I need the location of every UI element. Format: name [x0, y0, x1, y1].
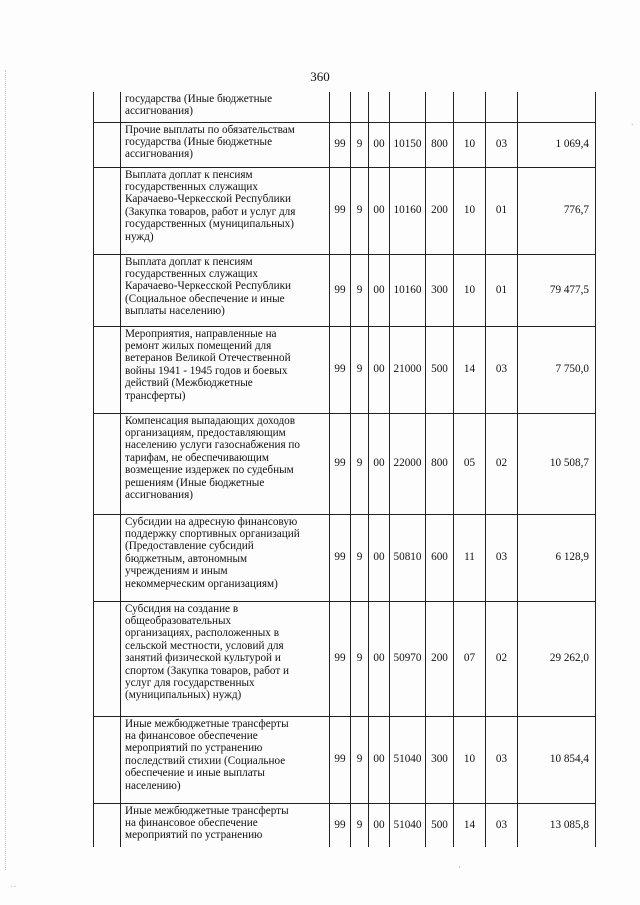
table-row: [94, 716, 596, 803]
table-row: [94, 601, 596, 716]
expense-name-cell: [121, 326, 330, 413]
subprogram-code-cell: 9: [351, 514, 369, 601]
expense-name-line: мероприятий по устранению: [125, 742, 263, 755]
expense-name-line: Субсидии на адресную финансовую: [125, 515, 298, 528]
target-code-cell: 10160: [390, 254, 426, 326]
expense-name-line: населению): [125, 779, 181, 792]
subsection-cell: 01: [486, 167, 518, 254]
expense-name-line: спортом (Закупка товаров, работ и: [125, 664, 290, 677]
target-code-cell: 50970: [390, 601, 426, 716]
row-number-cell: [94, 413, 121, 514]
expense-type-cell: [426, 92, 454, 122]
subsection-cell: 03: [486, 803, 518, 847]
expense-name-line: на финансовое обеспечение: [125, 816, 258, 829]
program-code-cell: 99: [330, 167, 351, 254]
expense-type-cell: 800: [426, 413, 454, 514]
subsection-cell: 02: [486, 601, 518, 716]
expense-name-line: Прочие выплаты по обязательствам: [125, 123, 295, 136]
expense-name-line: действий (Межбюджетные: [125, 377, 253, 390]
expense-name-cell: [121, 803, 330, 847]
subsection-cell: 03: [486, 122, 518, 167]
table-row: [94, 167, 596, 254]
direction-code-cell: 00: [369, 122, 390, 167]
table-row: [94, 92, 596, 122]
expense-name-line: ассигнования): [125, 105, 193, 118]
row-number-cell: [94, 167, 121, 254]
expense-name-line: занятий физической культурой и: [125, 652, 281, 665]
subsection-cell: 03: [486, 326, 518, 413]
expense-name-line: войны 1941 - 1945 годов и боевых: [125, 364, 288, 377]
expense-name-cell: [121, 514, 330, 601]
expense-name-line: Иные межбюджетные трансферты: [125, 804, 289, 817]
amount-cell: 1 069,4: [518, 122, 596, 167]
expense-name-line: Выплата доплат к пенсиям: [125, 168, 253, 181]
section-cell: 07: [454, 601, 486, 716]
target-code-cell: [390, 92, 426, 122]
expense-name-line: общеобразовательных: [125, 614, 232, 627]
expense-name-line: некоммерческим организациям): [125, 577, 278, 590]
target-code-cell: 10150: [390, 122, 426, 167]
expense-name-line: сельской местности, условий для: [125, 639, 284, 652]
expense-name-line: учреждениям и иным: [125, 565, 228, 578]
expense-name-line: мероприятий по устранению: [125, 829, 263, 842]
expense-name-line: последствий стихии (Социальное: [125, 754, 286, 767]
scan-margin-dots: [5, 70, 8, 870]
section-cell: 14: [454, 803, 486, 847]
table-row: [94, 413, 596, 514]
amount-cell: 7 750,0: [518, 326, 596, 413]
section-cell: [454, 92, 486, 122]
table-row: [94, 803, 596, 847]
table-body: [94, 92, 596, 847]
expense-name-line: государственных (муниципальных): [125, 218, 294, 231]
direction-code-cell: 00: [369, 167, 390, 254]
expense-name-cell: [121, 716, 330, 803]
table-row: [94, 514, 596, 601]
direction-code-cell: 00: [369, 326, 390, 413]
expense-name-line: Карачаево-Черкесской Республики: [125, 193, 292, 206]
subprogram-code-cell: 9: [351, 413, 369, 514]
program-code-cell: 99: [330, 803, 351, 847]
row-number-cell: [94, 254, 121, 326]
expense-name-line: (Предоставление субсидий: [125, 540, 254, 553]
subprogram-code-cell: 9: [351, 716, 369, 803]
program-code-cell: 99: [330, 716, 351, 803]
scan-speck: ·: [630, 120, 634, 131]
scan-speck: ·: [458, 862, 461, 872]
program-code-cell: 99: [330, 254, 351, 326]
target-code-cell: 50810: [390, 514, 426, 601]
program-code-cell: [330, 92, 351, 122]
expense-name-line: бюджетным, автономным: [125, 552, 248, 565]
subprogram-code-cell: 9: [351, 803, 369, 847]
expense-name-line: Компенсация выпадающих доходов: [125, 414, 296, 427]
expense-name-line: на финансовое обеспечение: [125, 729, 258, 742]
program-code-cell: 99: [330, 326, 351, 413]
expense-name-line: услуг для государственных: [125, 676, 255, 689]
program-code-cell: 99: [330, 413, 351, 514]
subsection-cell: 03: [486, 514, 518, 601]
expense-name-line: государства (Иные бюджетные: [125, 135, 273, 148]
expense-name-line: организациям, предоставляющим: [125, 426, 286, 439]
target-code-cell: 21000: [390, 326, 426, 413]
amount-cell: 79 477,5: [518, 254, 596, 326]
subprogram-code-cell: [351, 92, 369, 122]
expense-name-line: организациях, расположенных в: [125, 627, 279, 640]
direction-code-cell: 00: [369, 601, 390, 716]
row-number-cell: [94, 601, 121, 716]
row-number-cell: [94, 122, 121, 167]
expense-name-line: нужд): [125, 230, 154, 243]
program-code-cell: 99: [330, 514, 351, 601]
expense-name-line: ассигнования): [125, 488, 193, 501]
expense-name-line: решениям (Иные бюджетные: [125, 476, 265, 489]
section-cell: 05: [454, 413, 486, 514]
amount-cell: 776,7: [518, 167, 596, 254]
expense-name-line: ветеранов Великой Отечественной: [125, 352, 291, 365]
expense-type-cell: 300: [426, 254, 454, 326]
subsection-cell: 03: [486, 716, 518, 803]
row-number-cell: [94, 803, 121, 847]
expense-name-line: населению услуги газоснабжения по: [125, 439, 300, 452]
expense-name-line: (Социальное обеспечение и иные: [125, 292, 285, 305]
direction-code-cell: 00: [369, 803, 390, 847]
expense-name-cell: [121, 601, 330, 716]
page-number: 360: [310, 69, 330, 84]
subprogram-code-cell: 9: [351, 167, 369, 254]
expense-name-line: поддержку спортивных организаций: [125, 527, 300, 540]
direction-code-cell: 00: [369, 716, 390, 803]
expense-type-cell: 200: [426, 601, 454, 716]
scan-speck: ··: [10, 882, 17, 893]
budget-table: [93, 92, 596, 847]
expense-name-line: Субсидия на создание в: [125, 602, 239, 615]
expense-name-line: выплаты населению): [125, 305, 225, 318]
direction-code-cell: [369, 92, 390, 122]
amount-cell: 13 085,8: [518, 803, 596, 847]
section-cell: 10: [454, 716, 486, 803]
direction-code-cell: 00: [369, 254, 390, 326]
target-code-cell: 10160: [390, 167, 426, 254]
program-code-cell: 99: [330, 601, 351, 716]
section-cell: 11: [454, 514, 486, 601]
section-cell: 10: [454, 254, 486, 326]
target-code-cell: 51040: [390, 803, 426, 847]
subprogram-code-cell: 9: [351, 601, 369, 716]
target-code-cell: 51040: [390, 716, 426, 803]
amount-cell: 10 508,7: [518, 413, 596, 514]
expense-name-line: Мероприятия, направленные на: [125, 327, 277, 340]
amount-cell: 6 128,9: [518, 514, 596, 601]
expense-name-line: тарифам, не обеспечивающим: [125, 451, 269, 464]
expense-name-cell: [121, 92, 330, 122]
expense-name-line: (Закупка товаров, работ и услуг для: [125, 205, 296, 218]
subsection-cell: [486, 92, 518, 122]
amount-cell: 29 262,0: [518, 601, 596, 716]
table-row: [94, 122, 596, 167]
expense-name-line: Выплата доплат к пенсиям: [125, 255, 253, 268]
program-code-cell: 99: [330, 122, 351, 167]
row-number-cell: [94, 514, 121, 601]
table-row: [94, 254, 596, 326]
expense-name-line: Иные межбюджетные трансферты: [125, 717, 289, 730]
section-cell: 10: [454, 167, 486, 254]
expense-type-cell: 200: [426, 167, 454, 254]
expense-type-cell: 600: [426, 514, 454, 601]
expense-name-cell: [121, 122, 330, 167]
row-number-cell: [94, 92, 121, 122]
expense-name-line: государственных служащих: [125, 180, 258, 193]
subprogram-code-cell: 9: [351, 254, 369, 326]
subsection-cell: 02: [486, 413, 518, 514]
expense-name-cell: [121, 254, 330, 326]
expense-name-line: государственных служащих: [125, 267, 258, 280]
expense-name-cell: [121, 167, 330, 254]
expense-name-line: ремонт жилых помещений для: [125, 339, 272, 352]
subprogram-code-cell: 9: [351, 122, 369, 167]
expense-name-line: государства (Иные бюджетные: [125, 93, 273, 105]
direction-code-cell: 00: [369, 514, 390, 601]
expense-name-line: Карачаево-Черкесской Республики: [125, 280, 292, 293]
row-number-cell: [94, 326, 121, 413]
amount-cell: [518, 92, 596, 122]
expense-name-line: возмещение издержек по судебным: [125, 464, 294, 477]
expense-name-line: обеспечение и иные выплаты: [125, 767, 265, 780]
section-cell: 10: [454, 122, 486, 167]
expense-name-line: трансферты): [125, 389, 186, 402]
expense-type-cell: 500: [426, 326, 454, 413]
expense-name-cell: [121, 413, 330, 514]
subprogram-code-cell: 9: [351, 326, 369, 413]
row-number-cell: [94, 716, 121, 803]
expense-type-cell: 300: [426, 716, 454, 803]
expense-type-cell: 500: [426, 803, 454, 847]
table-row: [94, 326, 596, 413]
expense-type-cell: 800: [426, 122, 454, 167]
section-cell: 14: [454, 326, 486, 413]
expense-name-line: (муниципальных) нужд): [125, 689, 242, 702]
amount-cell: 10 854,4: [518, 716, 596, 803]
subsection-cell: 01: [486, 254, 518, 326]
direction-code-cell: 00: [369, 413, 390, 514]
target-code-cell: 22000: [390, 413, 426, 514]
expense-name-line: ассигнования): [125, 148, 193, 161]
